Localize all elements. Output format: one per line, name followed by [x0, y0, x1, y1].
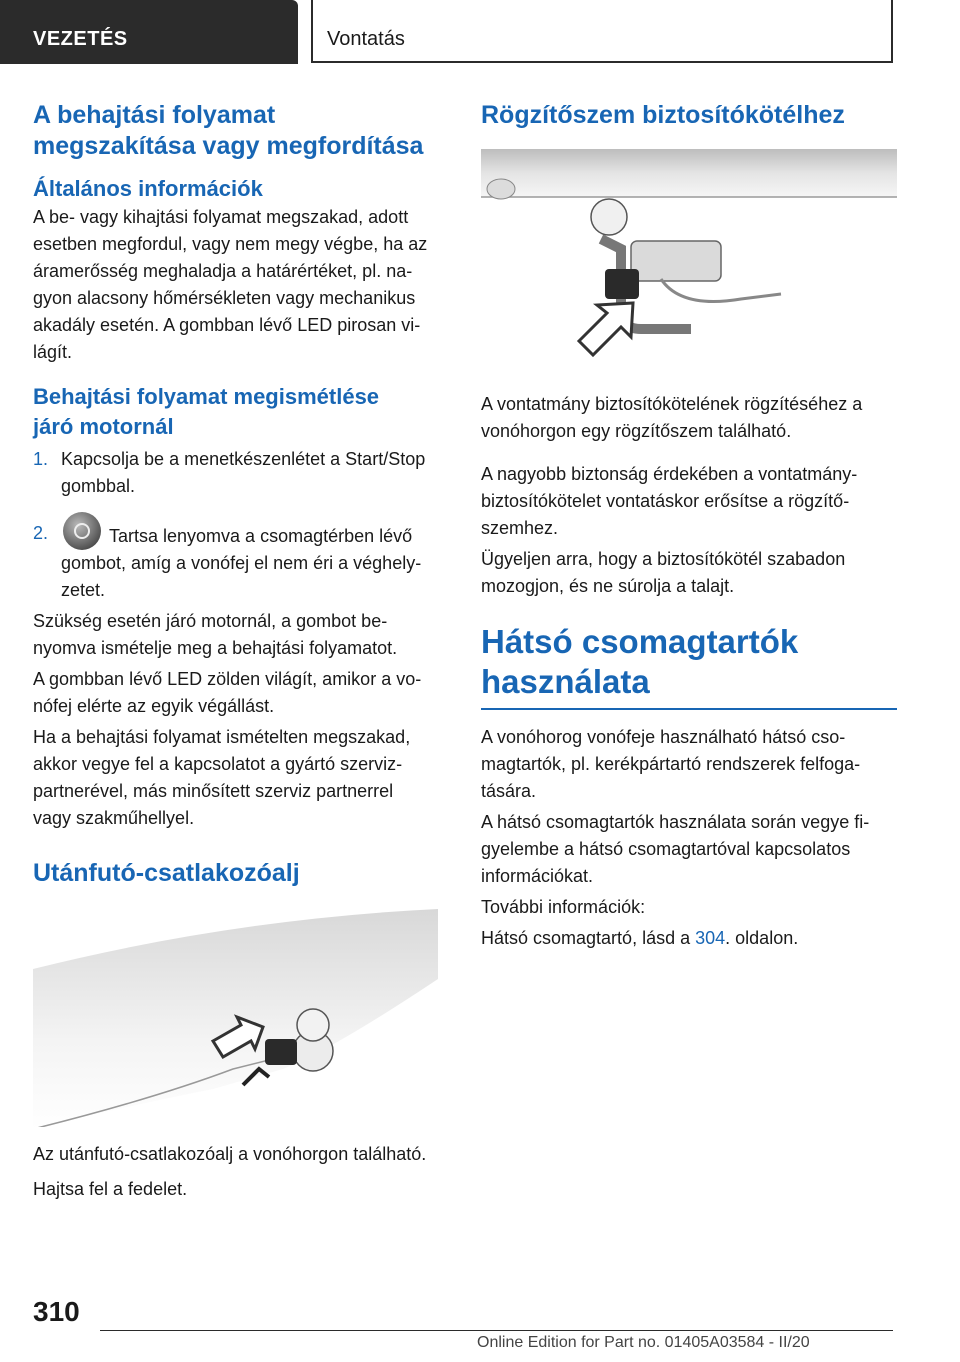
socket-caption: Az utánfutó-csatlakozóalj a vonóhorgon található. — [33, 1144, 427, 1164]
page-number: 310 — [33, 1296, 80, 1327]
step-2-number: 2. — [33, 523, 49, 543]
rack-para-1: A vonóhorog vonófeje használható hátsó cso- magtartók, pl. kerékpártartó rendszerek felfoga- tására. — [481, 727, 861, 801]
heading-retract-interrupt: A behajtási folyamat megszakítása vagy megfordítása — [33, 101, 424, 160]
section-title: VEZETÉS — [33, 28, 128, 50]
chapter-title: Vontatás — [327, 28, 405, 50]
tow-hitch-button-icon — [63, 512, 101, 550]
para-contact-service: Ha a behajtási folyamat ismételten megszakad, akkor vegye fel a kapcsolatot a gyártó szerviz- partnerével, más minősített szerviz partnerrel vagy szakműhellyel. — [33, 727, 411, 828]
left-column — [33, 100, 453, 1203]
rack-para-4: Hátsó csomagtartó, lásd a 304. oldalon. — [481, 928, 799, 948]
safety-eye-illustration — [481, 149, 897, 369]
eye-para-3: Ügyeljen arra, hogy a biztosítókötél szabadon mozogjon, és ne súrolja a talajt. — [481, 549, 846, 596]
footer-divider — [100, 1330, 893, 1331]
section-tab — [0, 0, 298, 64]
para-repeat: Szükség esetén járó motornál, a gombot be- nyomva ismételje meg a behajtási folyamatot. — [33, 611, 398, 658]
trailer-socket-illustration — [33, 909, 453, 1127]
heading-safety-eye: Rögzítőszem biztosítókötélhez — [481, 101, 845, 129]
step-2: 2. Tartsa lenyomva a csomagtérben lévő gombot, amíg a vonófej el nem éri a véghely- zetet. — [33, 512, 453, 604]
socket-instruction: Hajtsa fel a fedelet. — [33, 1179, 188, 1199]
heading-restart: Behajtási folyamat megismétlése járó motornál — [33, 384, 380, 439]
rack-para-3: További információk: — [481, 897, 646, 917]
step-1-number: 1. — [33, 449, 49, 469]
rack-para-2: A hátsó csomagtartók használata során vegye fi- gyelembe a hátsó csomagtartóval kapcsolatos információkat. — [481, 812, 870, 886]
step-1: 1. Kapcsolja be a menetkészenlétet a Start/Stop gombbal. — [33, 446, 453, 500]
eye-para-2: A nagyobb biztonság érdekében a vontatmány- biztosítókötelet vontatáskor erősítse a rögzítő- szemhez. — [481, 464, 858, 538]
heading-general-info: Általános információk — [33, 176, 263, 201]
right-column — [481, 100, 897, 952]
footer-edition: Online Edition for Part no. 01405A03584 - II/20 — [477, 1334, 810, 1351]
chapter-tab — [311, 0, 893, 63]
heading-trailer-socket: Utánfutó-csatlakozóalj — [33, 859, 300, 887]
general-info-text: A be- vagy kihajtási folyamat megszakad, adott esetben megfordul, vagy nem megy végbe, ha az áramerősség meghaladja a határértéket, pl. na- gyon alacsony hőmérsékleten vagy mechanikus akadály esetén. A gombban lévő LED pirosan vi- lágít. — [33, 207, 428, 362]
para-led-green: A gombban lévő LED zölden világít, amikor a vo- nófej elérte az egyik végállást. — [33, 669, 422, 716]
heading-rear-racks: Hátsó csomagtartók használata — [481, 622, 897, 710]
page-link-304[interactable]: 304 — [695, 928, 726, 948]
eye-para-1: A vontatmány biztosítókötelének rögzítéséhez a vonóhorgon egy rögzítőszem található. — [481, 394, 863, 441]
